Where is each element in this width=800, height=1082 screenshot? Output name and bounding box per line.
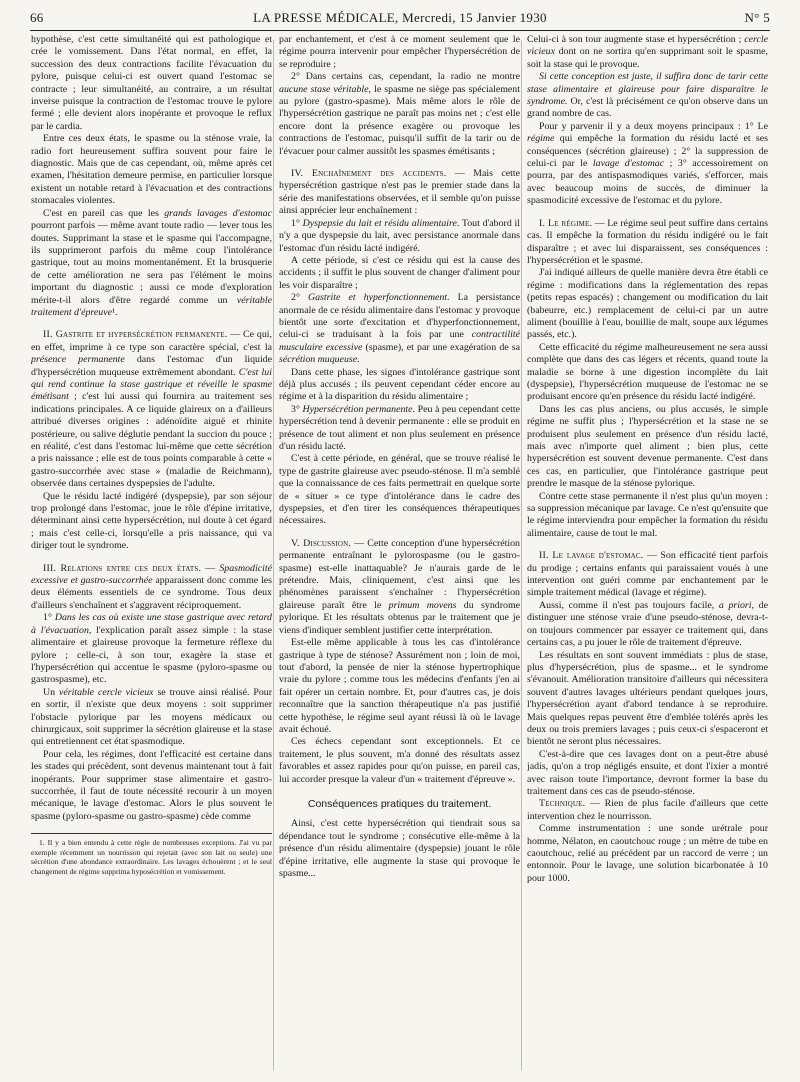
paragraph: hypothèse, c'est cette simultanéité qui est pathologique et crée le vomissement. Dans l'état normal, en effet, la succession des deux contractions facilite l'évacuation du pylore, puisque celui-ci est ouvert quand l'estomac se contracte ; leur simultanéité, au contraire, a un résultat inverse puisque la contraction de l'estomac trouve le pylore fermé ; elle devient alors inopérante et provoque le reflux par le cardia. xyxy=(31,34,272,132)
column-divider xyxy=(273,40,274,1070)
paragraph: A cette période, si c'est ce résidu qui est la cause des accidents ; il suffit le plus souvent de changer d'aliment pour les voir disparaître ; xyxy=(279,254,520,291)
paragraph: Que le résidu lacté indigéré (dyspepsie), par son séjour trop prolongé dans l'estomac, joue le rôle d'épine irritative, déterminant ainsi cette hypersécrétion, nul doute à cet égard ; mais c'est celle-ci, lorsqu'elle a pris naissance, qui va diriger tout le syndrome. xyxy=(31,490,272,552)
paragraph: Ces échecs cependant sont exceptionnels. Et ce traitement, le plus souvent, m'a donné des résultats assez favorables et assez rapides pour qu'on puisse, en pareil cas, lui accorder presque la valeur d'un « traitement d'épreuve ». xyxy=(279,736,520,785)
paragraph: Pour cela, les régimes, dont l'efficacité est certaine dans les stades qui précèdent, sont devenus maintenant tout à fait inopérants. Pour supprimer stase alimentaire et gastro-succorrhée, il faut de toute nécessité recourir à un moyen mécanique, le lavage d'estomac. Alors le plus souvent le spasme (pyloro-spasme ou gastro-spasme) cède comme xyxy=(31,748,272,822)
paragraph: Technique. — Rien de plus facile d'ailleurs que cette intervention chez le nourrisson. xyxy=(527,798,768,822)
paragraph: Un véritable cercle vicieux se trouve ainsi réalisé. Pour en sortir, il n'existe que deux moyens : soit supprimer l'obstacle pylorique par les moyens médicaux ou chirurgicaux, soit supprimer la sécrétion glaireuse et la stase qui entretiennent cet état spasmodique. xyxy=(31,686,272,748)
paragraph: C'est en pareil cas que les grands lavages d'estomac pourront parfois — même avant toute radio — lever tous les doutes. Supprimant la stase et le spasme qui l'accompagne, ils supprimeront parfois du même coup l'intolérance gastrique, tout au moins momentanément. Et la brusquerie de cette amélioration ne sera pas l'élément le moins important du diagnostic ; aussi ce mode d'exploration mérite-t-il alors d'être regardé comme un véritable traitement d'épreuve¹. xyxy=(31,207,272,318)
section-heading: Technique. xyxy=(539,798,586,810)
paragraph: C'est-à-dire que ces lavages dont on a peut-être abusé jadis, qu'on a trop négligés ensuite, et dont l'ixier a montré avec raison toute l'importance, devront former la base du traitement dans ces cas de pseudo-sténose. xyxy=(527,748,768,797)
section-lavage: II. Le lavage d'estomac. — Son efficacité tient parfois du prodige ; certains enfants qui paraissaient voués à une intervention ont guéri comme par enchantement par le simple traitement médical (lavage et régime). xyxy=(527,550,768,599)
paragraph: 2° Dans certains cas, cependant, la radio ne montre aucune stase véritable, le spasme ne siège pas spécialement au pylore (gastro-spasme). Mais même alors le rôle de l'hypersécrétion gastrique ne paraît pas moins net ; c'est elle encore dont la présence exagère ou provoque les contractions de l'estomac, puisqu'il suffit de la tarir ou de l'évacuer pour calmer aussitôt les spasmes émétisants ; xyxy=(279,71,520,157)
paragraph: Pour y parvenir il y a deux moyens principaux : 1° Le régime qui empêche la formation du résidu lacté et ses conséquences (sécrétion glaireuse) ; 2° la suppression de celui-ci par le lavage d'estomac ; 3° accessoirement on pourra, par des antispasmodiques variés, s'efforcer, mais avec beaucoup moins de succès, de diminuer la spasmodicité excessive de l'estomac et du pylore. xyxy=(527,120,768,207)
section-regime: I. Le régime. — Le régime seul peut suffire dans certains cas. Il empêche la formation du résidu indigéré ou le fait disparaître ; et avec lui disparaissent, ses conséquences : l'hypersécrétion et le spasme. xyxy=(527,217,768,266)
subheading: Conséquences pratiques du traitement. xyxy=(307,797,492,810)
paragraph: Aussi, comme il n'est pas toujours facile, a priori, de distinguer une sténose vraie d'une pseudo-sténose, devra-t-on toujours commencer par essayer ce traitement qui, dans certains cas, a pu jouer le rôle de traitement d'épreuve. xyxy=(527,599,768,649)
paragraph: Entre ces deux états, le spasme ou la sténose vraie, la radio fort heureusement suffira souvent pour faire le diagnostic. Mais que de cas cependant, où, même après cet examen, l'hésitation demeure permise, en particulier lorsque existent un notable retard à l'évacuation et des contractions stomacales violentes. xyxy=(31,133,272,207)
section-heading: III. Relations entre ces deux états. xyxy=(43,562,202,574)
paragraph: J'ai indiqué ailleurs de quelle manière devra être établi ce régime : modifications dans la réglementation des repas (petits repas espacés) ; changement ou modification du lait (babeurre, etc.) remplacement de celui-ci par un autre aliment (bouillie à l'eau, bouillie de malt, soupe aux légumes passés, etc.). xyxy=(527,267,768,341)
paragraph: Ainsi, c'est cette hypersécrétion qui tiendrait sous sa dépendance tout le syndrome ; consécutive elle-même à la présence d'un résidu alimentaire (dyspepsie) jouant le rôle d'épine irritative, elle augmente la stase qui provoque le spasme... xyxy=(279,818,520,879)
section-3: III. Relations entre ces deux états. — Spasmodicité excessive et gastro-succorrhée apparaissent donc comme les deux éléments essentiels de ce syndrome. Tous deux d'ailleurs s'enchaînent et s'aggravent réciproquement. xyxy=(31,562,272,611)
column-2 xyxy=(279,34,520,1078)
page-number: 66 xyxy=(30,10,44,25)
section-2: II. Gastrite et hypersécrétion permanente. — Ce qui, en effet, imprime à ce type son caractère spécial, c'est la présence permanente dans l'estomac d'un liquide d'hypersécrétion muqueuse extrêmement abondant. C'est lui qui rend continue la stase gastrique et réveille le spasme émétisant ; c'est lui aussi qui fournira au traitement ses indications principales. A ce liquide glaireux on a d'ailleurs attribué diverses origines : adénoïdite aiguë et rhinite postérieure, ou salive déglutie pendant la succion du pouce ; en réalité, c'est dans l'estomac lui-même que cette sécrétion a pris naissance ; elle est de tous points comparable à cette « gastro-succorrhée avec stase » (maladie de Reichmann), observée dans certaines dyspepsies de l'adulte. xyxy=(31,329,272,490)
section-heading: II. Le lavage d'estomac. xyxy=(539,550,644,562)
section-heading: V. Discussion. xyxy=(291,537,352,549)
section-4: IV. Enchaînement des accidents. — Mais cette hypersécrétion gastrique n'est pas le premier stade dans la série des manifestations observées, et il semble qu'on puisse ainsi apprécier leur enchaînement : xyxy=(279,168,520,217)
paragraph: par enchantement, et c'est à ce moment seulement que le régime pourra intervenir pour empêcher l'hypersécrétion de se reproduire ; xyxy=(279,34,520,70)
section-heading: I. Le régime. xyxy=(539,217,593,229)
section-5: V. Discussion. — Cette conception d'une hypersécrétion permanente entraînant le pylorospasme (ou le gastro-spasme) est-elle inattaquable? Je n'aurais garde de le prétendre. Mais, cliniquement, c'est ainsi que les phénomènes paraissent s'enchaîner : l'hypersécrétion glaireuse paraît être le primum movens du syndrome pylorique. Et les résultats obtenus par le traitement que je viens d'indiquer semblent justifier cette interprétation. xyxy=(279,537,520,636)
paragraph: Est-elle même applicable à tous les cas d'intolérance gastrique à type de sténose? Assurément non ; loin de moi, tout d'abord, la pensée de nier la sténose hypertrophique vraie du pylore ; comme tous les médecins d'enfants j'en ai fait opérer un certain nombre. Et, pour d'autres cas, je dois reconnaître que la sanction thérapeutique n'a pas justifié cette hypothèse, le régime seul ayant réussi là où le lavage avait échoué. xyxy=(279,637,520,735)
paragraph: 3° Hypersécrétion permanente. Peu à peu cependant cette hypersécrétion tend à devenir permanente : elle se produit en présence de tout aliment et non plus seulement en présence d'un résidu lacté. xyxy=(279,403,520,452)
section-heading: II. Gastrite et hypersécrétion permanente. xyxy=(43,329,228,341)
paragraph: C'est à cette période, en général, que se trouve réalisé le type de gastrite glaireuse avec pseudo-sténose. Il m'a semblé que la connaissance de ces faits permettrait en quelque sorte de « situer » ce type d'intolérance dans le cadre des dyspepsies, et d'en tirer les conséquences thérapeutiques nécessaires. xyxy=(279,453,520,527)
paragraph: Dans cette phase, les signes d'intolérance gastrique sont déjà plus accusés ; ils peuvent cependant céder encore au régime et à la disparition du résidu alimentaire ; xyxy=(279,366,520,403)
section-heading: IV. Enchaînement des accidents. xyxy=(291,168,447,180)
paragraph: 2° Gastrite et hyperfonctionnement. La persistance anormale de ce résidu alimentaire dans l'estomac y provoque bientôt une sorte d'excitation et d'hyperfonctionnement, celui-ci se traduisant à la fois par une contractilité musculaire excessive (spasme), et par une exagération de sa sécrétion muqueuse. xyxy=(279,292,520,366)
footnote: 1. Il y a bien entendu à cette règle de nombreuses exceptions. J'ai vu par exemple récemment un nourrisson qui rejetait (avec son lait ou seule) une sécrétion d'une abondance extraordinaire. Les lavages échouèrent ; et le seul changement de régime supprima hyposécrétion et vomissement. xyxy=(31,833,272,876)
column-1 xyxy=(31,34,272,1078)
column-divider xyxy=(521,40,522,1070)
paragraph: Les résultats en sont souvent immédiats : plus de stase, plus d'hypersécrétion, plus de spasme... et le syndrome s'évanouit. Amélioration transitoire d'ailleurs qui nécessitera souvent d'autres lavages ultérieurs pendant quelques jours, l'hypersécrétion ayant d'abord tendance à se reproduire. Mais quelques repas peuvent être d'emblée tolérés après les deux ou trois premiers lavages ; puis ceux-ci s'espaceront et bientôt ne seront plus nécessaires. xyxy=(527,649,768,748)
paragraph: Comme instrumentation : une sonde urétrale pour homme, Nélaton, en caoutchouc rouge ; un mètre de tube en caoutchouc, relié au précédent par un raccord de verre ; un entonnoir. Pour le lavage, une solution bicarbonatée à 10 pour 1000. xyxy=(527,823,768,884)
issue-number: N° 5 xyxy=(744,10,770,25)
paragraph: Contre cette stase permanente il n'est plus qu'un moyen : sa suppression mécanique par lavage. Ce n'est qu'ensuite que le régime interviendra pour empêcher la formation du résidu alimentaire, cause de tout le mal. xyxy=(527,490,768,539)
paragraph: Dans les cas plus anciens, ou plus accusés, le simple régime ne suffit plus ; l'hypersécrétion et la stase ne se produisent plus seulement en présence d'un résidu lacté, mais avec n'importe quel aliment ; bien plus, cette hypersécrétion est souvent devenue permanente. C'est dans ces cas, en particulier, que l'intolérance gastrique peut prendre le masque de la sténose pylorique. xyxy=(527,403,768,490)
paragraph: Cette efficacité du régime malheureusement ne sera aussi complète que dans des cas légers et récents, quand toute la maladie se borne à une digestion incomplète du lait (dyspepsie), l'hypersécrétion muqueuse de l'estomac ne se produisant encore qu'en présence du résidu lacté indigéré. xyxy=(527,341,768,403)
column-3 xyxy=(527,34,768,1078)
journal-title: LA PRESSE MÉDICALE, Mercredi, 15 Janvier 1930 xyxy=(253,10,547,25)
paragraph: 1° Dans les cas où existe une stase gastrique avec retard à l'évacuation, l'explication paraît assez simple : la stase alimentaire et glaireuse provoque la fermeture réflexe du pylore ; celle-ci, à son tour, exagère la stase et l'hypersécrétion qui accentue le spasme (pyloro-spasme ou gastrospasme), etc. xyxy=(31,612,272,686)
paragraph: 1° Dyspepsie du lait et résidu alimentaire. Tout d'abord il n'y a que dyspepsie du lait, avec persistance anormale dans l'estomac d'un résidu lacté indigéré. xyxy=(279,217,520,254)
page-header xyxy=(30,6,770,31)
paragraph: Si cette conception est juste, il suffira donc de tarir cette stase alimentaire et glaireuse pour faire disparaître le syndrome. Or, c'est là précisément ce qu'on observe dans un grand nombre de cas. xyxy=(527,71,768,120)
paragraph: Celui-ci à son tour augmente stase et hypersécrétion ; cercle vicieux dont on ne sortira qu'en supprimant soit le spasme, soit la stase qui le provoque. xyxy=(527,34,768,70)
